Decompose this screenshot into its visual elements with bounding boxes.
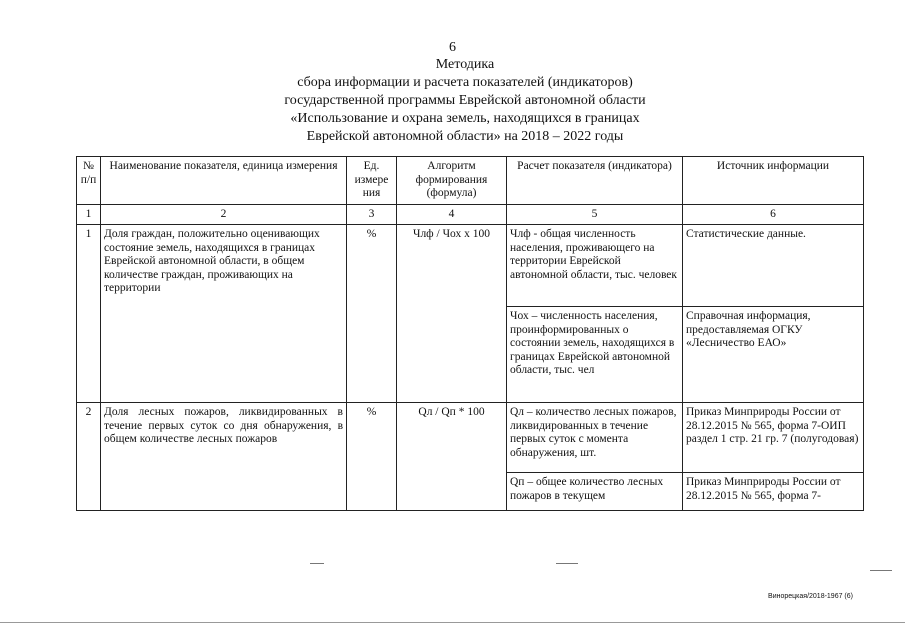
- column-number-row: [77, 204, 864, 225]
- title-line-3: государственной программы Еврейской автономной области: [284, 93, 646, 108]
- page-number: 6: [449, 40, 456, 55]
- row-unit: %: [347, 403, 397, 511]
- table-header-row: [77, 157, 864, 205]
- table-row: [77, 225, 864, 307]
- col-number: 4: [397, 204, 507, 225]
- row-unit: %: [347, 225, 397, 403]
- row-name: Доля лесных пожаров, ликвидированных в течение первых суток со дня обнаружения, в общем количестве лесных пожаров: [101, 403, 347, 511]
- row-calc: Qп – общее количество лесных пожаров в текущем: [507, 473, 683, 511]
- row-calc: Qл – количество лесных пожаров, ликвидированных в течение первых суток с момента обнаружения, шт.: [507, 403, 683, 473]
- header-formula: Алгоритм формирования (формула): [397, 157, 507, 205]
- header-num: № п/п: [77, 157, 101, 205]
- title-line-1: Методика: [435, 57, 495, 72]
- col-number: 5: [507, 204, 683, 225]
- row-name: Доля граждан, положительно оценивающих состояние земель, находящихся в границах Еврейской автономной области, в общем количестве граждан, проживающих на территории: [101, 225, 347, 403]
- footer-code: Винорецкая/2018-1967 (6): [768, 593, 853, 600]
- row-source: Приказ Минприроды России от 28.12.2015 № 565, форма 7-ОИП раздел 1 стр. 21 гр. 7 (полугодовая): [683, 403, 864, 473]
- row-calc: Члф - общая численность населения, проживающего на территории Еврейской автономной области, тыс. человек: [507, 225, 683, 307]
- col-number: 2: [101, 204, 347, 225]
- header-source: Источник информации: [683, 157, 864, 205]
- header-unit: Ед. измере ния: [347, 157, 397, 205]
- table-row: [77, 403, 864, 473]
- row-source: Приказ Минприроды России от 28.12.2015 № 565, форма 7-: [683, 473, 864, 511]
- header-name: Наименование показателя, единица измерения: [101, 157, 347, 205]
- col-number: 3: [347, 204, 397, 225]
- scan-mark: [556, 563, 578, 564]
- row-formula: Члф / Чох х 100: [397, 225, 507, 403]
- scan-mark: [310, 563, 324, 564]
- row-calc: Чох – численность населения, проинформированных о состоянии земель, находящихся в границах Еврейской автономной области, тыс. чел: [507, 307, 683, 403]
- col-number: 6: [683, 204, 864, 225]
- title-line-2: сбора информации и расчета показателей (индикаторов): [297, 75, 633, 90]
- row-source: Справочная информация, предоставляемая ОГКУ «Лесничество ЕАО»: [683, 307, 864, 403]
- scan-mark: [870, 570, 892, 571]
- title-line-5: Еврейской автономной области» на 2018 – 2022 годы: [306, 129, 624, 144]
- row-num: 1: [77, 225, 101, 403]
- col-number: 1: [77, 204, 101, 225]
- header-calc: Расчет показателя (индикатора): [507, 157, 683, 205]
- indicator-table: [76, 156, 864, 511]
- row-source: Статистические данные.: [683, 225, 864, 307]
- row-formula: Qл / Qп * 100: [397, 403, 507, 511]
- title-line-4: «Использование и охрана земель, находящихся в границах: [290, 111, 640, 126]
- row-num: 2: [77, 403, 101, 511]
- scan-mark: [0, 622, 905, 623]
- document-title: [0, 56, 905, 146]
